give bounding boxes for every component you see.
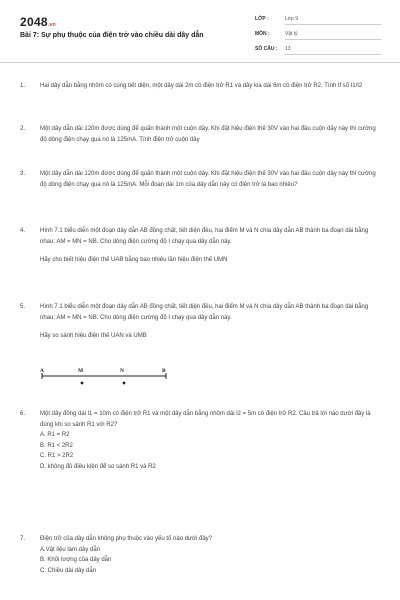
question-subtext: Hãy cho biết hiệu điện thế UAB bằng bao nhiêu lần hiệu điện thế UMN [40,257,228,263]
question-text: Một dây dẫn dài 120m được dùng để quấn thành một cuộn dây. Khi đặt hiệu điện thế 30V vào hai đầu cuộn dây này thì cường độ dòng điện chạy qua nó là 125mA. Tính điện trở cuộn dây [40,126,376,143]
question-text: Hình 7.1 biểu diễn một đoạn dây dẫn AB đồng chất, tiết diện đều, hai điểm M và N chia dây dẫn AB thành ba đoạn dài bằng nhau: AM = MN = NB. Cho dòng điện cường độ I chạy qua dây dẫn này. [40,304,369,321]
wire-ab-diagram [40,366,170,388]
question-4: 4. Hình 7.1 biểu diễn một đoạn dây dẫn AB đồng chất, tiết diện đều, hai điểm M và N chia dây dẫn AB thành ba đoạn dài bằng nhau: AM = MN = NB. Cho dòng điện cường độ I chạy qua dây dẫn này. Hãy cho biết hiệu điện thế UAB bằng bao nhiêu lần hiệu điện thế UMN [20,226,384,266]
point-n-dot [123,382,126,385]
site-logo[interactable]: 2048.vn [20,15,57,29]
page-title: Bài 7: Sự phụ thuộc của điện trở vào chiều dài dây dẫn [20,32,204,39]
option-d[interactable]: D. không đủ điều kiện để so sánh R1 và R2 [40,463,156,470]
question-2: 2. Một dây dẫn dài 120m được dùng để quấn thành một cuộn dây. Khi đặt hiệu điện thế 30V vào hai đầu cuộn dây này thì cường độ dòng điện chạy qua nó là 125mA. Tính điện trở cuộn dây [20,124,384,145]
label-n: N [120,368,124,374]
question-6: 6. Một dây đồng dài l1 = 10m có điện trở R1 và một dây dẫn bằng nhôm dài l2 = 5m có điện trở R2. Câu trả lời nào dưới đây là đúng khi so sánh R1 với R2? A. R1 = R2 B. R1 < 2R2 C. R1 > 2R2 D. không đủ điều kiện để so sánh R1 và R2 [20,409,384,472]
option-b[interactable]: B. Khối lượng của dây dẫn [40,557,112,563]
worksheet-header [0,0,400,63]
option-c[interactable]: C. R1 > 2R2 [40,453,74,459]
point-m-dot [81,382,84,385]
question-text: Hình 7.1 biểu diễn một đoạn dây dẫn AB đồng chất, tiết diện đều, hai điểm M và N chia dây dẫn AB thành ba đoạn dài bằng nhau: AM = MN = NB. Cho dòng điện cường độ I chạy qua dây dẫn này. [40,228,369,245]
label-a: A [40,368,44,374]
meta-subject: MÔN : Vật lý [255,31,381,40]
question-text: Một dây dẫn dài 120m được dùng để quấn thành một cuộn dây. Khi đặt hiệu điện thế 30V vào hai đầu cuộn dây này thì cường độ dòng điện chạy qua nó là 125mA. Mỗi đoạn dài 1m của dây dẫn này có điện trở là bao nhiêu? [40,171,376,188]
question-5: 5. Hình 7.1 biểu diễn một đoạn dây dẫn AB đồng chất, tiết diện đều, hai điểm M và N chia dây dẫn AB thành ba đoạn dài bằng nhau: AM = MN = NB. Cho dòng điện cường độ I chạy qua dây dẫn này. Hãy so sánh hiệu điện thế UAN và UMB [20,302,384,342]
question-7: 7. Điện trở của dây dẫn không phụ thuộc vào yếu tố nào dưới đây? A.Vật liệu làm dây dẫn B. Khối lượng của dây dẫn C. Chiều dài dây dẫn [20,534,384,576]
question-text: Hai dây dẫn bằng nhôm có cùng tiết diện, một dây dài 2m có điện trở R1 và dây kia dài 6m có điện trở R2. Tính tỉ số I1/I2 [40,83,363,89]
question-text: Một dây đồng dài l1 = 10m có điện trở R1 và một dây dẫn bằng nhôm dài l2 = 5m có điện trở R2. Câu trả lời nào dưới đây là đúng khi so sánh R1 với R2? [40,411,371,428]
meta-question-count: SỐ CÂU : 13 [255,46,381,55]
option-a[interactable]: A.Vật liệu làm dây dẫn [40,546,101,553]
question-subtext: Hãy so sánh hiệu điện thế UAN và UMB [40,333,147,339]
question-3: 3. Một dây dẫn dài 120m được dùng để quấn thành một cuộn dây. Khi đặt hiệu điện thế 30V vào hai đầu cuộn dây này thì cường độ dòng điện chạy qua nó là 125mA. Mỗi đoạn dài 1m của dây dẫn này có điện trở là bao nhiêu? [20,169,384,190]
question-text: Điện trở của dây dẫn không phụ thuộc vào yếu tố nào dưới đây? [40,536,212,542]
meta-class: LỚP : Lớp 9 [255,16,381,25]
option-b[interactable]: B. R1 < 2R2 [40,442,73,449]
question-1: 1. Hai dây dẫn bằng nhôm có cùng tiết diện, một dây dài 2m có điện trở R1 và dây kia dài 6m có điện trở R2. Tính tỉ số I1/I2 [20,81,384,92]
option-c[interactable]: C. Chiều dài dây dẫn [40,567,97,574]
label-b: B [162,368,166,374]
label-m: M [78,368,84,374]
option-a[interactable]: A. R1 = R2 [40,432,70,438]
